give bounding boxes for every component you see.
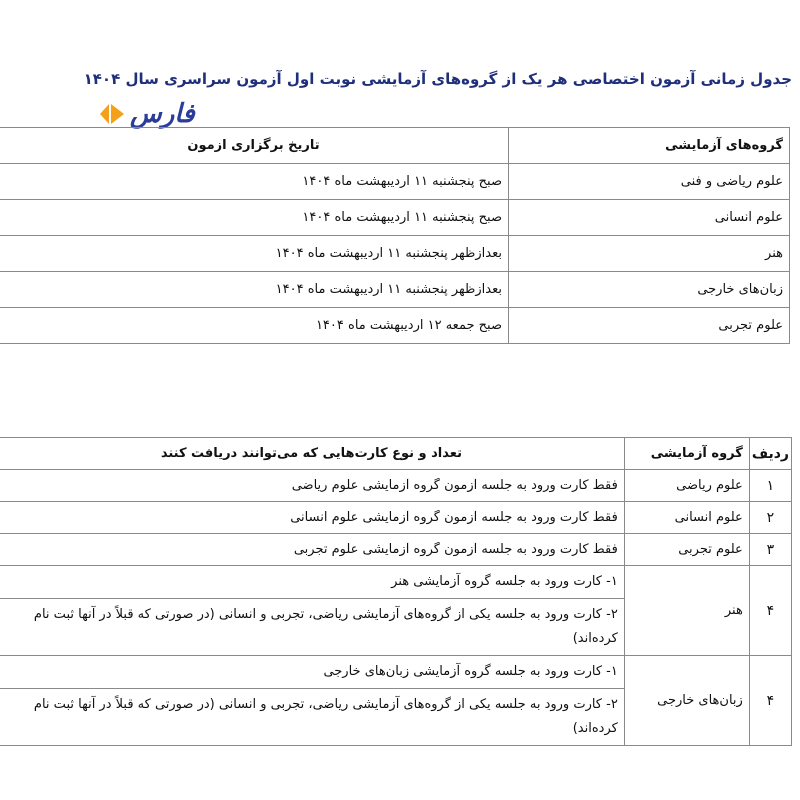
table-row [0,308,790,344]
date-cell: صبح پنجشنبه ۱۱ اردیبهشت ماه ۱۴۰۴ [0,164,509,200]
table-row [0,470,792,502]
card-item: ۲- کارت ورود به جلسه یکی از گروه‌های آزمایشی ریاضی، تجربی و انسانی (در صورتی که قبلاً در آنها ثبت نام کرده‌اند) [0,688,624,745]
group-cell: هنر [509,236,790,272]
date-cell: بعدازظهر پنجشنبه ۱۱ اردیبهشت ماه ۱۴۰۴ [0,272,509,308]
row-number: ۴ [749,566,791,656]
date-cell: بعدازظهر پنجشنبه ۱۱ اردیبهشت ماه ۱۴۰۴ [0,236,509,272]
table-row [0,656,792,746]
row-number: ۲ [749,502,791,534]
group-cell: علوم انسانی [624,502,749,534]
header-group: گروه آزمایشی [624,438,749,470]
group-cell: زبان‌های خارجی [509,272,790,308]
cards-cell [0,566,624,656]
cards-cell [0,470,624,502]
row-number: ۳ [749,534,791,566]
table-row [0,534,792,566]
card-item: ۱- کارت ورود به جلسه گروه آزمایشی زبان‌های خارجی [323,664,618,679]
table-row [0,502,792,534]
schedule-table-header [0,128,790,164]
card-item: فقط کارت ورود به جلسه آزمون گروه آزمایشی علوم ریاضی [291,478,618,493]
date-cell: صبح جمعه ۱۲ اردیبهشت ماه ۱۴۰۴ [0,308,509,344]
group-cell: هنر [624,566,749,656]
fars-logo-icon [96,101,126,127]
card-item: ۱- کارت ورود به جلسه گروه آزمایشی هنر [391,574,618,589]
cards-table [0,437,792,746]
schedule-table [0,127,790,344]
document-title: جدول زمانی آزمون اختصاصی هر یک از گروه‌های آزمایشی نوبت اول آزمون سراسری سال ۱۴۰۴ [83,70,792,88]
group-cell: زبان‌های خارجی [624,656,749,746]
table-row [0,236,790,272]
row-number: ۴ [749,656,791,746]
row-number: ۱ [749,470,791,502]
header-cards: تعداد و نوع کارت‌هایی که می‌توانند دریافت کنند [0,438,624,470]
card-item: فقط کارت ورود به جلسه آزمون گروه آزمایشی علوم تجربی [293,542,618,557]
table-row [0,566,792,656]
table-row [0,164,790,200]
group-cell: علوم تجربی [624,534,749,566]
table-row [0,200,790,236]
cards-table-header [0,438,792,470]
group-cell: علوم ریاضی [624,470,749,502]
card-item: ۲- کارت ورود به جلسه یکی از گروه‌های آزمایشی ریاضی، تجربی و انسانی (در صورتی که قبلاً در آنها ثبت نام کرده‌اند) [0,598,624,655]
group-cell: علوم ریاضی و فنی [509,164,790,200]
header-row-number: ردیف [749,438,791,470]
group-cell: علوم انسانی [509,200,790,236]
table-row [0,272,790,308]
cards-cell [0,656,624,746]
cards-cell [0,534,624,566]
header-groups: گروه‌های آزمایشی [509,128,790,164]
cards-cell [0,502,624,534]
header-date: تاریخ برگزاری ازمون [0,128,509,164]
card-item: فقط کارت ورود به جلسه آزمون گروه آزمایشی علوم انسانی [290,510,618,525]
group-cell: علوم تجربی [509,308,790,344]
date-cell: صبح پنجشنبه ۱۱ اردیبهشت ماه ۱۴۰۴ [0,200,509,236]
fars-logo-text: فارس [130,99,195,129]
fars-logo [96,99,195,129]
